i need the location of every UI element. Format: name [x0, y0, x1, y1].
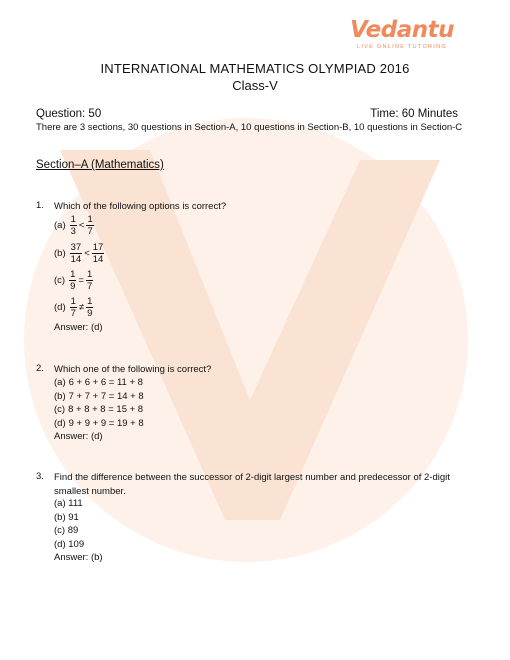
question-text: Which one of the following is correct?: [54, 364, 212, 375]
fraction: $\frac{37}{14}$: [70, 242, 82, 265]
question-count: Question: 50: [36, 108, 102, 120]
fraction: $\frac{17}{14}$: [92, 242, 104, 265]
question-number: 3.: [36, 471, 44, 482]
logo-brand: Vedantu: [350, 17, 454, 43]
fraction: $\frac{1}{7}$: [87, 214, 93, 237]
page-title: INTERNATIONAL MATHEMATICS OLYMPIAD 2016: [100, 61, 410, 76]
comparison-symbol: <: [84, 248, 90, 259]
fraction: $\frac{1}{3}$: [70, 214, 76, 237]
section-info: There are 3 sections, 30 questions in Section-A, 10 questions in Section-B, 10 questions in Section-C: [36, 122, 463, 133]
exam-meta-row: [36, 108, 458, 120]
option-a: (a) 6 + 6 + 6 = 11 + 8: [54, 377, 143, 389]
option-label: (d): [54, 302, 66, 313]
option-b: [54, 242, 105, 265]
option-label: (a): [54, 220, 66, 231]
time-limit: Time: 60 Minutes: [370, 108, 458, 120]
fraction: $\frac{1}{7}$: [70, 296, 76, 319]
fraction: $\frac{1}{9}$: [87, 296, 93, 319]
logo-tagline: LIVE ONLINE TUTORING: [357, 44, 447, 50]
option-label: (b): [54, 248, 66, 259]
class-label: Class-V: [232, 78, 278, 93]
option-c: (c) 8 + 8 + 8 = 15 + 8: [54, 404, 144, 416]
option-c: [54, 269, 94, 292]
comparison-symbol: <: [78, 220, 85, 231]
question-text: Find the difference between the successor of 2-digit largest number and predecessor of 2-digit smallest number.: [54, 472, 450, 497]
question-number: 1.: [36, 200, 44, 211]
answer: Answer: (b): [54, 552, 103, 563]
comparison-symbol: =: [78, 275, 84, 286]
option-d: [54, 296, 94, 319]
option-d: (d) 9 + 9 + 9 = 19 + 8: [54, 417, 144, 429]
option-label: (c): [54, 275, 66, 286]
option-c: (c) 89: [54, 525, 79, 536]
option-b: (b) 7 + 7 + 7 = 14 + 8: [54, 390, 144, 402]
question-text: Which of the following options is correct?: [54, 201, 227, 212]
fraction: $\frac{1}{9}$: [70, 269, 76, 292]
comparison-symbol: ≠: [78, 302, 85, 313]
option-a: [54, 214, 95, 237]
fraction: $\frac{1}{7}$: [86, 269, 93, 292]
question-number: 2.: [36, 363, 44, 374]
option-d: (d) 109: [54, 538, 85, 550]
option-a: (a) 111: [54, 498, 83, 509]
answer: Answer: (d): [54, 322, 103, 333]
option-b: (b) 91: [54, 511, 79, 523]
section-heading: Section–A (Mathematics): [36, 159, 164, 171]
answer: Answer: (d): [54, 431, 103, 442]
